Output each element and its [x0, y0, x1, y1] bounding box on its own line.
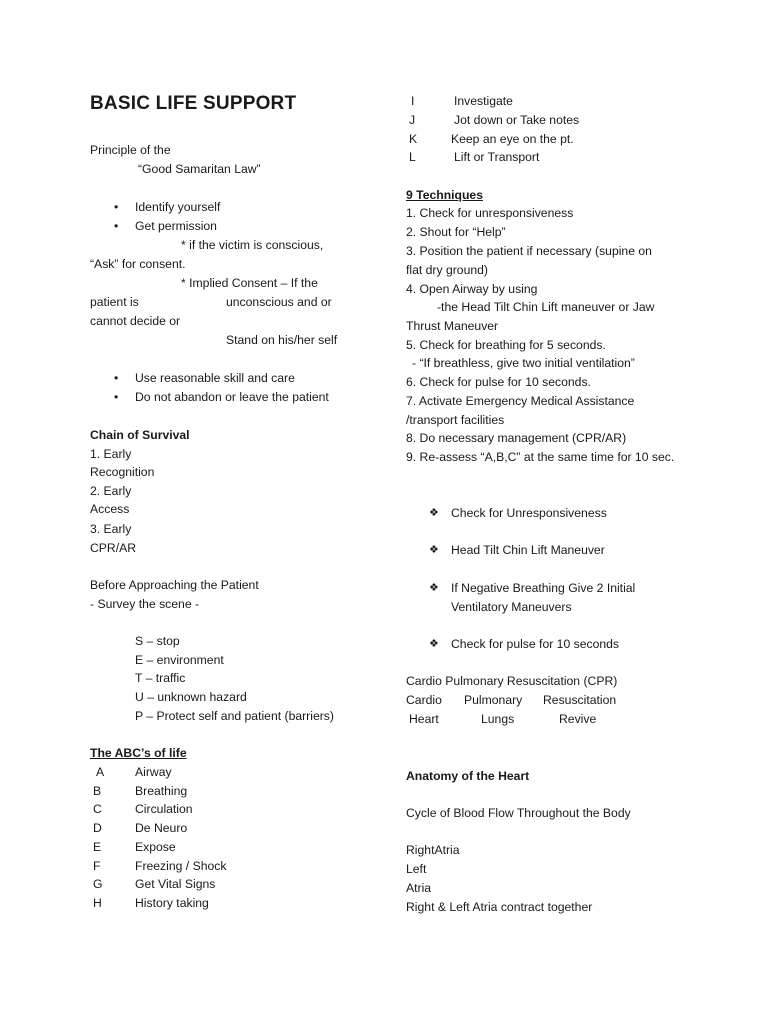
chain-line: CPR/AR	[90, 541, 137, 555]
bullet-item: • Identify yourself	[114, 200, 221, 214]
technique-line: flat dry ground)	[406, 263, 488, 277]
bullet-icon: •	[114, 200, 119, 214]
abc-letter: D	[93, 821, 102, 835]
abc-text: Expose	[135, 840, 176, 854]
abc-letter: I	[411, 94, 415, 108]
technique-line: 1. Check for unresponsiveness	[406, 206, 574, 220]
cpr-word: Resuscitation	[543, 693, 617, 707]
abc-text: Circulation	[135, 802, 193, 816]
stop-line: U – unknown hazard	[135, 690, 247, 704]
abc-letter: K	[409, 132, 418, 146]
technique-line: -the Head Tilt Chin Lift maneuver or Jaw	[437, 300, 655, 314]
bullet-icon: •	[114, 219, 119, 233]
abc-text: De Neuro	[135, 821, 188, 835]
stop-line: S – stop	[135, 634, 180, 648]
diamond-item: ❖ Check for pulse for 10 seconds	[429, 637, 620, 651]
implied-line-b1: patient is	[90, 295, 139, 309]
survey-line: - Survey the scene -	[90, 597, 200, 611]
bullet-icon: •	[114, 390, 119, 404]
technique-line: 6. Check for pulse for 10 seconds.	[406, 375, 591, 389]
cpr-title: Cardio Pulmonary Resuscitation (CPR)	[406, 674, 618, 688]
chain-line: Access	[90, 502, 130, 516]
diamond-bullet-icon: ❖	[429, 544, 439, 556]
bullet-item: • Get permission	[114, 219, 217, 233]
consent-line-a: * if the victim is conscious,	[181, 238, 324, 252]
implied-line-c: cannot decide or	[90, 314, 181, 328]
heart-line: Atria	[406, 881, 432, 895]
abc-text: Get Vital Signs	[135, 877, 216, 891]
technique-line: 5. Check for breathing for 5 seconds.	[406, 338, 606, 352]
technique-line: 2. Shout for “Help”	[406, 225, 506, 239]
abc-text: Keep an eye on the pt.	[451, 132, 574, 146]
consent-line-b: “Ask” for consent.	[90, 257, 186, 271]
anatomy-heading: Anatomy of the Heart	[406, 769, 530, 783]
technique-line: 3. Position the patient if necessary (supine on	[406, 244, 652, 258]
technique-line: 8. Do necessary management (CPR/AR)	[406, 431, 627, 445]
technique-line: /transport facilities	[406, 413, 505, 427]
diamond-bullet-icon: ❖	[429, 507, 439, 519]
abc-text: Freezing / Shock	[135, 859, 227, 873]
before-heading: Before Approaching the Patient	[90, 578, 259, 592]
abc-letter: G	[93, 877, 103, 891]
stop-line: E – environment	[135, 653, 224, 667]
abc-letter: E	[93, 840, 102, 854]
abc-letter: F	[93, 859, 101, 873]
abc-text: Investigate	[454, 94, 513, 108]
abc-letter: H	[93, 896, 102, 910]
technique-line: - “If breathless, give two initial ventilation”	[412, 356, 635, 370]
cpr-meaning: Lungs	[481, 712, 515, 726]
implied-line-a: * Implied Consent – If the	[181, 276, 318, 290]
diamond-item: ❖ Check for Unresponsiveness	[429, 506, 607, 520]
abc-heading: The ABC’s of life	[90, 746, 187, 760]
stop-line: T – traffic	[135, 671, 186, 685]
abc-letter: A	[96, 765, 105, 779]
abc-text: Breathing	[135, 784, 188, 798]
diamond-bullet-icon: ❖	[429, 638, 439, 650]
cpr-word: Pulmonary	[464, 693, 523, 707]
chain-line: 1. Early	[90, 447, 132, 461]
principle-line-1: Principle of the	[90, 143, 171, 157]
heart-line: Right & Left Atria contract together	[406, 900, 593, 914]
technique-line: 9. Re-assess “A,B,C” at the same time for 10 sec.	[406, 450, 675, 464]
abc-letter: B	[93, 784, 102, 798]
principle-line-2: “Good Samaritan Law”	[138, 162, 261, 176]
heart-line: RightAtria	[406, 843, 460, 857]
bullet-item: • Use reasonable skill and care	[114, 371, 295, 385]
chain-line: 3. Early	[90, 522, 132, 536]
technique-line: 7. Activate Emergency Medical Assistance	[406, 394, 635, 408]
diamond-bullet-icon: ❖	[429, 582, 439, 594]
abc-text: History taking	[135, 896, 209, 910]
implied-line-d: Stand on his/her self	[226, 333, 338, 347]
techniques-heading: 9 Techniques	[406, 188, 483, 202]
heart-line: Left	[406, 862, 427, 876]
diamond-item: ❖ If Negative Breathing Give 2 Initial	[429, 581, 636, 595]
abc-letter: C	[93, 802, 102, 816]
diamond-item: ❖ Head Tilt Chin Lift Maneuver	[429, 543, 605, 557]
cpr-meaning: Heart	[409, 712, 439, 726]
diamond-continuation: Ventilatory Maneuvers	[451, 600, 572, 614]
chain-heading: Chain of Survival	[90, 428, 190, 442]
implied-line-b2: unconscious and or	[226, 295, 332, 309]
technique-line: 4. Open Airway by using	[406, 282, 538, 296]
bullet-item: • Do not abandon or leave the patient	[114, 390, 329, 404]
technique-line: Thrust Maneuver	[406, 319, 499, 333]
bullet-icon: •	[114, 371, 119, 385]
abc-text: Airway	[135, 765, 172, 779]
abc-text: Lift or Transport	[454, 150, 540, 164]
chain-line: 2. Early	[90, 484, 132, 498]
abc-letter: J	[409, 113, 416, 127]
abc-text: Jot down or Take notes	[454, 113, 580, 127]
stop-line: P – Protect self and patient (barriers)	[135, 709, 334, 723]
cpr-word: Cardio	[406, 693, 442, 707]
abc-letter: L	[409, 150, 416, 164]
cpr-meaning: Revive	[559, 712, 597, 726]
cycle-line: Cycle of Blood Flow Throughout the Body	[406, 806, 631, 820]
page-title: BASIC LIFE SUPPORT	[90, 93, 297, 114]
chain-line: Recognition	[90, 465, 155, 479]
